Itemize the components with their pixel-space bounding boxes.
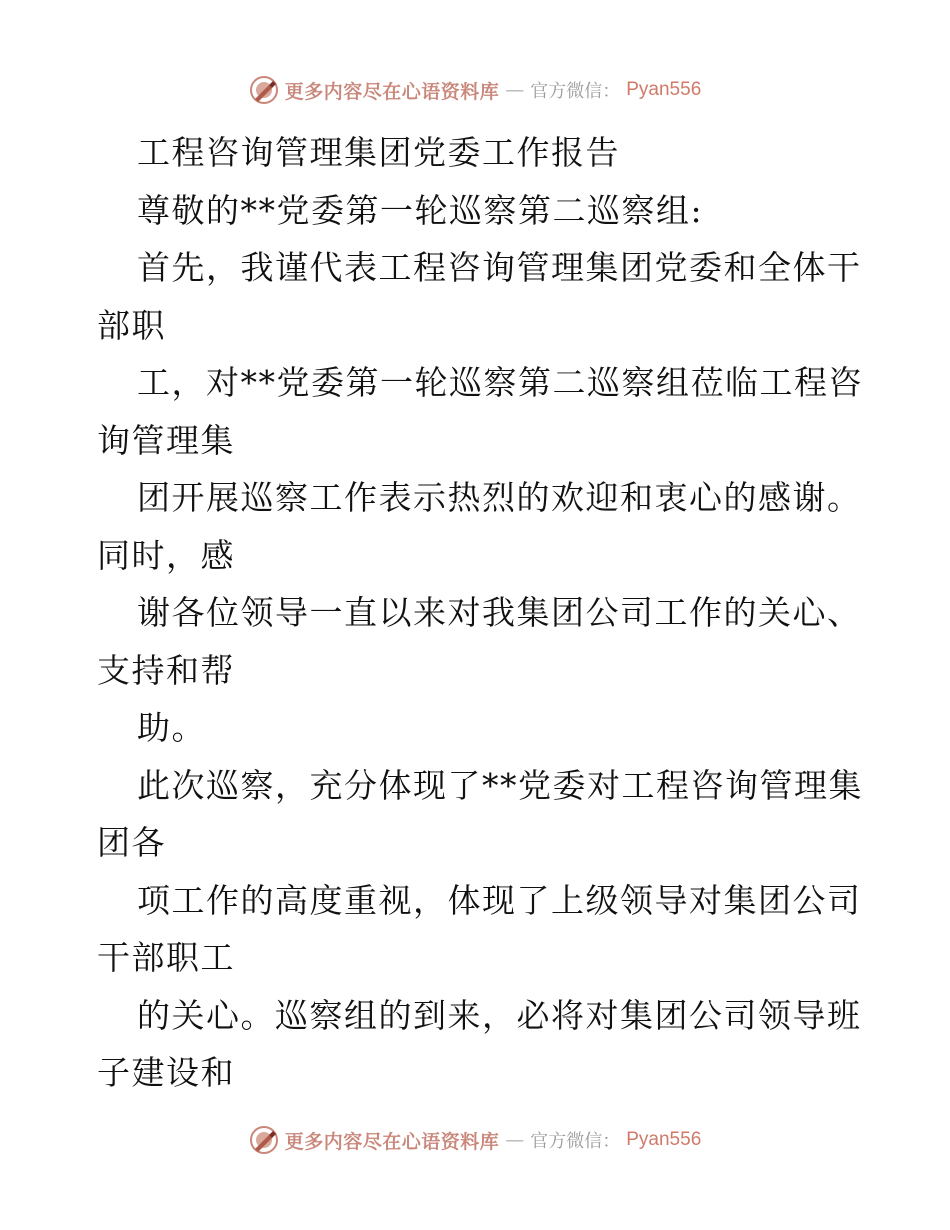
document-line: 工，对**党委第一轮巡察第二巡察组莅临工程咨 [137,363,863,402]
document-line: 同时，感 [97,535,235,575]
document-line: 工程咨询管理集团党委工作报告 [137,133,620,172]
watermark-id: Pyan556 [626,1129,702,1150]
watermark-id: Pyan556 [626,79,702,100]
watermark-sub: 官方微信： [530,81,621,102]
watermark-text: 更多内容尽在心语资料库 [284,80,500,103]
document-line: 子建设和 [97,1053,235,1092]
document-line: 项工作的高度重视，体现了上级领导对集团公司 [137,880,862,920]
document-line: 谢各位领导一直以来对我集团公司工作的关心、 [137,593,862,632]
document-line: 干部职工 [97,938,235,977]
document-line: 此次巡察，充分体现了**党委对工程咨询管理集 [137,765,863,805]
watermark-dash: — [505,79,525,101]
document-line: 部职 [97,305,166,345]
header-watermark [0,70,950,110]
footer-watermark [0,1120,950,1160]
document-body [97,124,863,1102]
watermark-text: 更多内容尽在心语资料库 [284,1130,500,1153]
document-line: 的关心。巡察组的到来，必将对集团公司领导班 [137,995,862,1035]
document-line: 支持和帮 [97,650,235,690]
document-line: 团开展巡察工作表示热烈的欢迎和衷心的感谢。 [137,478,862,517]
document-line: 询管理集 [97,420,235,460]
pen-logo-icon [249,75,279,105]
watermark-sub: 官方微信： [530,1131,621,1152]
document-line: 尊敬的**党委第一轮巡察第二巡察组: [137,190,704,230]
watermark-dash: — [505,1129,525,1151]
document-line: 首先，我谨代表工程咨询管理集团党委和全体干 [137,248,862,287]
document-line: 助。 [137,708,206,747]
document-line: 团各 [97,823,166,862]
pen-logo-icon [249,1125,279,1155]
